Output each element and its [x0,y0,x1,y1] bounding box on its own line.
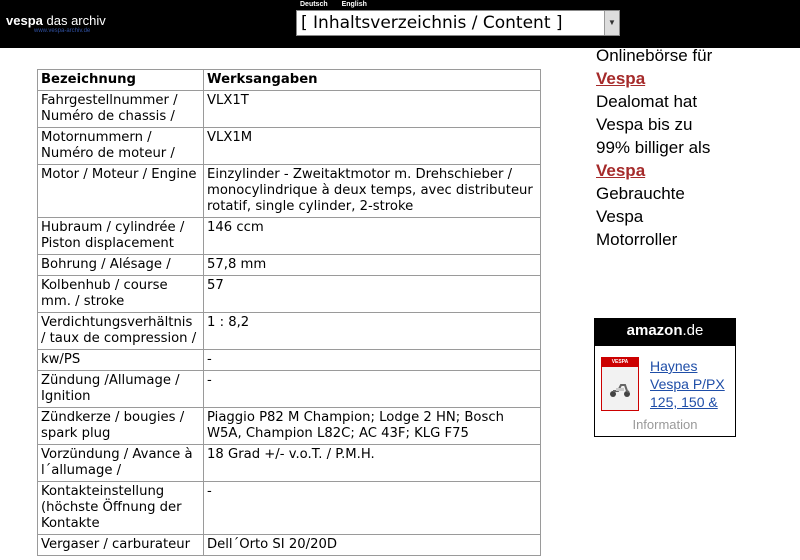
table-row [38,482,541,535]
table-row [38,535,541,556]
row-value: 1 : 8,2 [204,313,541,350]
amazon-logo-text: amazon [626,322,683,339]
row-value: 57,8 mm [204,255,541,276]
table-row [38,165,541,218]
row-label: Motornummern / Numéro de moteur / [38,128,204,165]
lang-link-deutsch[interactable]: Deutsch [300,1,328,8]
row-label: Hubraum / cylindrée / Piston displacement [38,218,204,255]
ad-line: Vespa bis zu [596,115,693,134]
ad-line: Onlinebörse für [596,46,713,65]
row-label: Verdichtungsverhältnis / taux de compression / [38,313,204,350]
amazon-logo-tld: .de [682,322,704,339]
row-value: Einzylinder - Zweitaktmotor m. Drehschieber / monocylindrique à deux temps, avec distributeur rotatif, single cylinder, 2-stroke [204,165,541,218]
site-logo[interactable] [6,14,106,27]
logo-brand: vespa [6,13,43,28]
book-cover-image[interactable] [601,357,639,411]
row-label: Kolbenhub / course mm. / stroke [38,276,204,313]
table-row [38,276,541,313]
row-label: kw/PS [38,350,204,371]
row-value: - [204,350,541,371]
table-row [38,350,541,371]
row-value: - [204,371,541,408]
table-row [38,445,541,482]
amazon-ad-widget [594,318,736,437]
row-label: Kontakteinstellung (höchste Öffnung der Kontakte [38,482,204,535]
top-header-bar [0,0,800,48]
row-value: VLX1T [204,91,541,128]
scooter-icon [608,380,632,398]
table-header-row [38,70,541,91]
row-value: Dell´Orto SI 20/20D [204,535,541,556]
lang-link-english[interactable]: English [341,1,367,8]
table-row [38,91,541,128]
table-row [38,128,541,165]
amazon-information-link[interactable]: Information [632,417,698,432]
table-row [38,255,541,276]
book-cover-label: VESPA [602,358,638,367]
content-dropdown-value: [ Inhaltsverzeichnis / Content ] [301,13,563,33]
ad-line: Motorroller [596,230,678,249]
content-dropdown[interactable] [296,10,620,36]
ad-line: Gebrauchte [596,184,685,203]
amazon-logo[interactable] [595,319,735,346]
chevron-down-icon[interactable]: ▼ [604,11,619,35]
row-label: Vorzündung / Avance à l´allumage / [38,445,204,482]
row-label: Motor / Moteur / Engine [38,165,204,218]
ad-link-vespa[interactable]: Vespa [596,69,646,88]
row-value: - [204,482,541,535]
logo-url: www.vespa-archiv.de [34,28,91,34]
row-label: Vergaser / carburateur [38,535,204,556]
table-row [38,218,541,255]
row-label: Bohrung / Alésage / [38,255,204,276]
ad-link-vespa[interactable]: Vespa [596,161,646,180]
row-label: Zündung /Allumage / Ignition [38,371,204,408]
row-value: Piaggio P82 M Champion; Lodge 2 HN; Bosch W5A, Champion L82C; AC 43F; KLG F75 [204,408,541,445]
table-row [38,371,541,408]
row-label: Fahrgestellnummer / Numéro de chassis / [38,91,204,128]
column-header-werksangaben: Werksangaben [204,70,541,91]
column-header-bezeichnung: Bezeichnung [38,70,204,91]
row-value: 146 ccm [204,218,541,255]
table-row [38,313,541,350]
book-title-link[interactable]: Haynes Vespa P/PX 125, 150 & [650,358,725,410]
ad-line: 99% billiger als [596,138,711,157]
ad-line: Vespa [596,207,644,226]
row-label: Zündkerze / bougies / spark plug [38,408,204,445]
language-links [300,1,379,8]
ad-line: Dealomat hat [596,92,698,111]
row-value: 18 Grad +/- v.o.T. / P.M.H. [204,445,541,482]
row-value: 57 [204,276,541,313]
text-ad-block [596,44,796,251]
table-row [38,408,541,445]
logo-subtitle: das archiv [46,13,106,28]
row-value: VLX1M [204,128,541,165]
spec-table [37,69,541,556]
